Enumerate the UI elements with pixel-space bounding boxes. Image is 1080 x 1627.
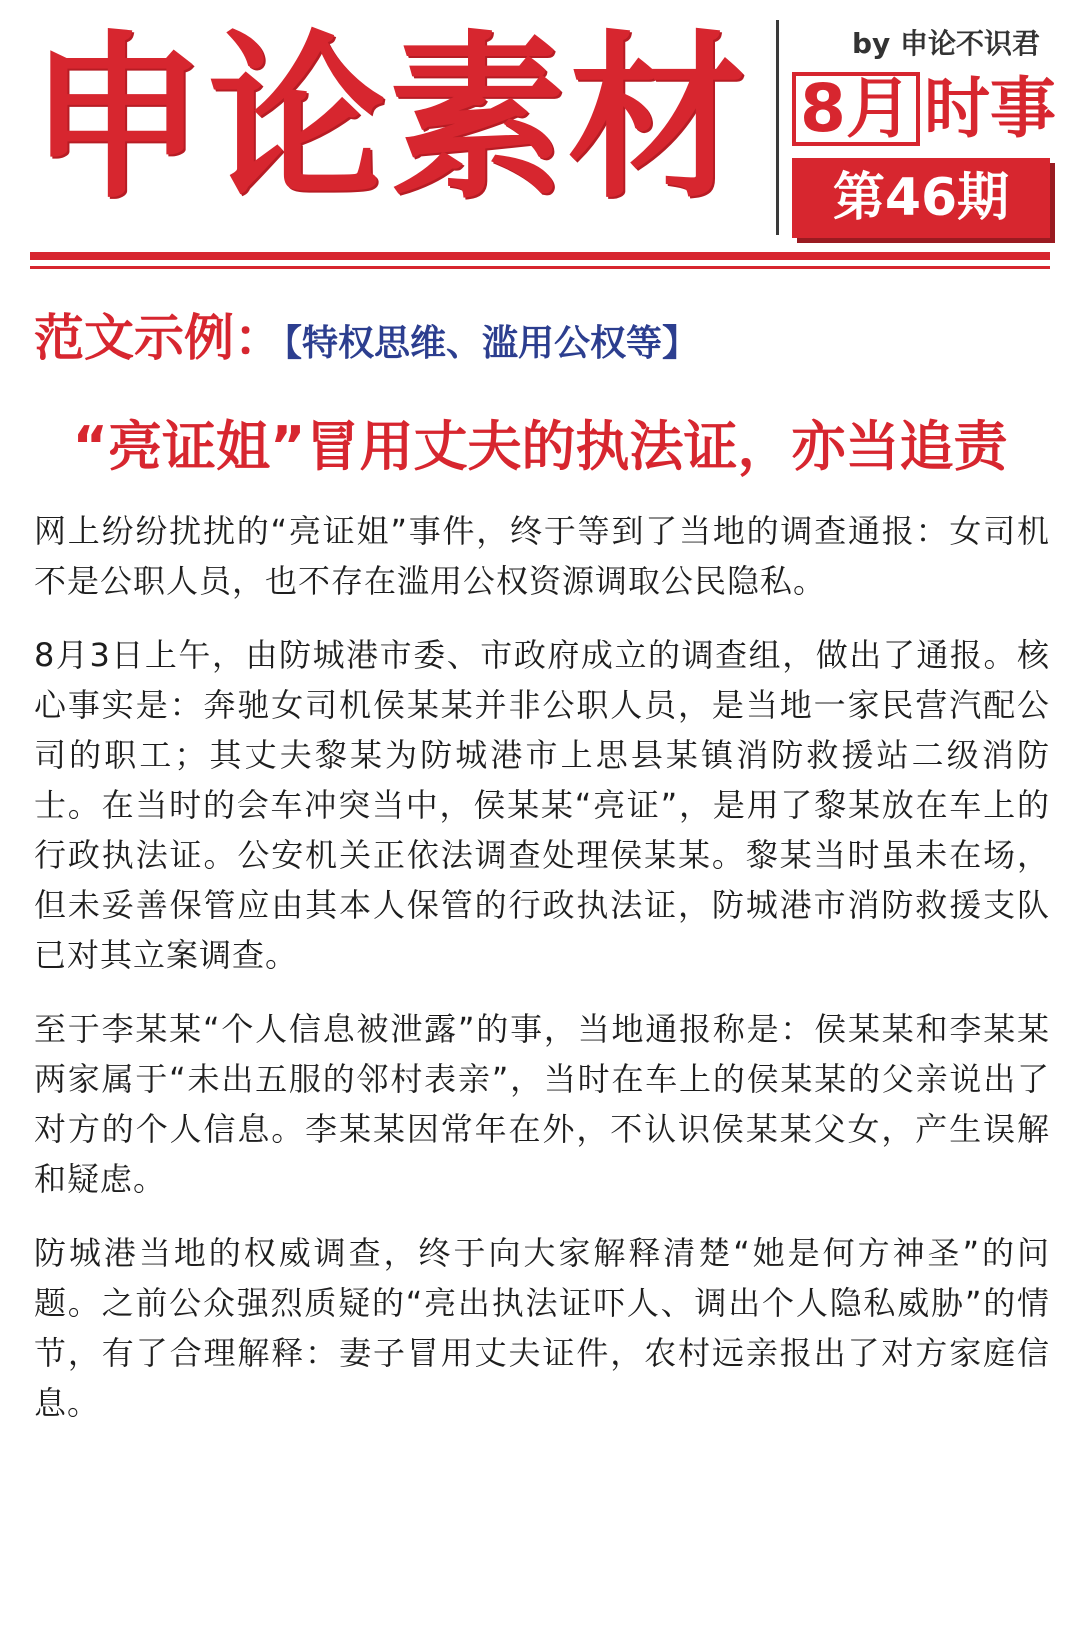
article-paragraph: 至于李某某“个人信息被泄露”的事，当地通报称是：侯某某和李某某两家属于“未出五服的邻村表亲”，当时在车上的侯某某的父亲说出了对方的个人信息。李某某因常年在外，不认识侯某某父女，产生误解和疑虑。: [34, 1010, 1050, 1198]
month-suffix: 时事: [923, 70, 1056, 147]
month-label: [792, 72, 1056, 146]
article-paragraph: 防城港当地的权威调查，终于向大家解释清楚“她是何方神圣”的问题。之前公众强烈质疑的“亮出执法证吓人、调出个人隐私威胁”的情节，有了合理解释：妻子冒用丈夫证件，农村远亲报出了对方家庭信息。: [34, 1234, 1050, 1422]
article-body: [34, 506, 1050, 1452]
header-rule-thin: [30, 266, 1050, 269]
section-tag: 【特权思维、滥用公权等】: [284, 323, 699, 364]
brand-title: 申论素材: [28, 15, 748, 222]
article-paragraph: 8月3日上午，由防城港市委、市政府成立的调查组，做出了通报。核心事实是：奔驰女司机侯某某并非公职人员，是当地一家民营汽配公司的职工；其丈夫黎某为防城港市上思县某镇消防救援站二级消防士。在当时的会车冲突当中，侯某某“亮证”，是用了黎某放在车上的行政执法证。公安机关正依法调查处理侯某某。黎某当时虽未在场，但未妥善保管应由其本人保管的行政执法证，防城港市消防救援支队已对其立案调查。: [34, 636, 1050, 974]
section-label: 范文示例：: [34, 309, 284, 367]
article-title: “亮证姐”冒用丈夫的执法证，亦当追责: [72, 415, 1008, 478]
section-heading: [34, 308, 698, 374]
page-header: [0, 0, 1080, 300]
article-paragraph: 网上纷纷扰扰的“亮证姐”事件，终于等到了当地的调查通报：女司机不是公职人员，也不存在滥用公权资源调取公民隐私。: [34, 512, 1050, 600]
header-divider: [776, 20, 779, 235]
issue-badge: 第46期: [792, 158, 1050, 238]
header-rule-thick: [30, 252, 1050, 260]
month-boxed: 8月: [792, 72, 920, 146]
author-byline: by 申论不识君: [852, 27, 1041, 60]
